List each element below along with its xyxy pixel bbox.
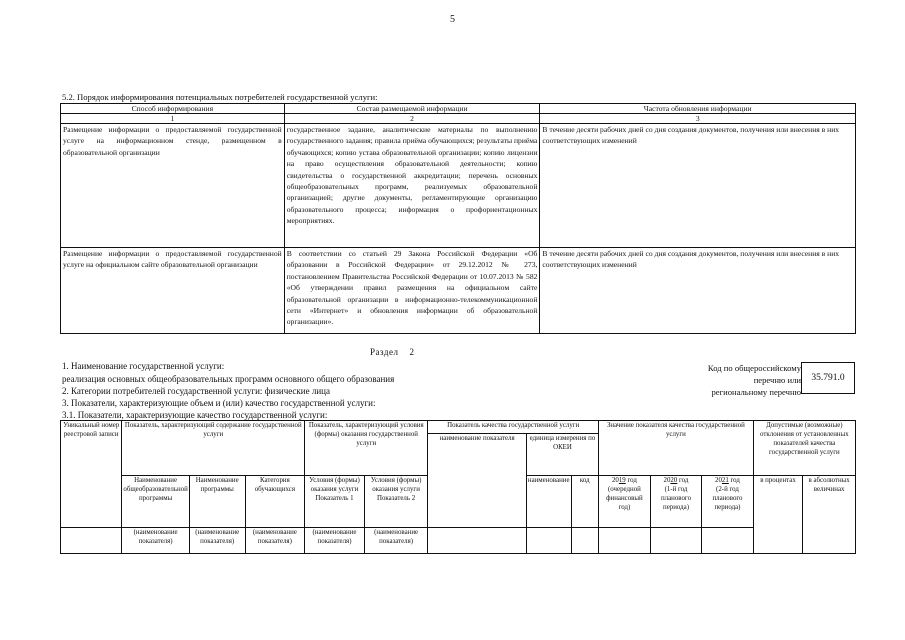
- sub-condition-2: Условия (формы) оказания услуги Показатель 2: [364, 476, 428, 528]
- header-percent: в процентах: [753, 476, 803, 554]
- indicator-name-placeholder: (наименование показателя): [364, 528, 428, 554]
- page-number: 5: [450, 14, 455, 25]
- header-frequency: Частота обновления информации: [540, 104, 856, 114]
- sub-unit-name: наименование: [526, 476, 571, 528]
- year-3-header: 2021 год (2-й год планового периода): [702, 476, 753, 528]
- header-unique-number: Уникальный номер реестровой записи: [61, 421, 122, 528]
- indicator-name-placeholder: (наименование показателя): [305, 528, 365, 554]
- section-5-2-title: 5.2. Порядок информирования потенциальных потребителей государственной услуги:: [62, 92, 378, 102]
- content-cell: государственное задание, аналитические материалы по выполнению государственного задания; правила приёма обучающихся; результаты приёма обучающихся; копию устава образовательной организации; копию лицензии на право осуществления образовательной деятельности; копию свидетельства о государственной аккредитации; перечень основных общеобразовательных программ, реализуемых образовательной организацией; другие документы, регламентирующие организацию образовательного процесса; информация о профориентационных мероприятиях.: [284, 124, 540, 248]
- empty-cell: [571, 528, 599, 554]
- indicator-name-placeholder: (наименование показателя): [245, 528, 305, 554]
- indicator-name-placeholder: (наименование показателя): [189, 528, 245, 554]
- header-conditions-indicator: Показатель, характеризующий условия (формы) оказания государственной услуги: [305, 421, 428, 476]
- header-content-indicator: Показатель, характеризующий содержание государственной услуги: [122, 421, 305, 476]
- consumer-category: 2. Категории потребителей государственной услуги: физические лица: [62, 386, 330, 396]
- sub-programs: Наименование программы: [189, 476, 245, 528]
- empty-cell: [526, 528, 571, 554]
- information-table-header: [61, 104, 856, 114]
- razdel-heading: [370, 347, 414, 357]
- razdel-label: Раздел: [370, 347, 399, 357]
- header-content: Состав размещаемой информации: [284, 104, 540, 114]
- empty-cell: [650, 528, 701, 554]
- table-row: [61, 248, 856, 334]
- quality-indicators-table: [60, 420, 856, 554]
- empty-cell: [599, 528, 651, 554]
- method-cell: Размещение информации о предоставляемой государственной услуге на информационном стенде, размещенном в образовательной организации: [61, 124, 285, 248]
- information-table: [60, 103, 856, 334]
- sub-unit-code: код: [571, 476, 599, 528]
- registry-code-label: Код по общероссийскому перечню или региональному перечню: [707, 363, 801, 397]
- table-row: [61, 124, 856, 248]
- year-1-header: 2019 год (очередной финансовый год): [599, 476, 651, 528]
- indicator-name-placeholder: (наименование показателя): [122, 528, 189, 554]
- header-indicator-name: наименование показателя: [428, 434, 527, 528]
- frequency-cell: В течение десяти рабочих дней со дня создания документов, получения или внесения в них соответствующих изменений: [540, 248, 856, 334]
- col-number: 3: [540, 114, 856, 124]
- razdel-number: 2: [409, 347, 415, 357]
- header-deviation: Допустимые (возможные) отклонения от установленных показателей качества государственной услуги: [753, 421, 855, 476]
- header-unit: единица измерения по ОКЕИ: [526, 434, 598, 476]
- frequency-cell: В течение десяти рабочих дней со дня создания документов, получения или внесения в них соответствующих изменений: [540, 124, 856, 248]
- service-name-value: реализация основных общеобразовательных программ основного общего образования: [62, 374, 395, 384]
- quality-indicators-title: 3.1. Показатели, характеризующие качество государственной услуги:: [62, 410, 328, 420]
- indicators-title: 3. Показатели, характеризующие объем и (или) качество государственной услуги:: [62, 398, 376, 408]
- header-method: Способ информирования: [61, 104, 285, 114]
- col-number: 1: [61, 114, 285, 124]
- sub-category: Категория обучающихся: [245, 476, 305, 528]
- method-cell: Размещение информации о предоставляемой государственной услуге на официальном сайте образовательной организации: [61, 248, 285, 334]
- service-name-label: 1. Наименование государственной услуги:: [62, 361, 225, 371]
- col-number: 2: [284, 114, 540, 124]
- year-2-header: 2020 год (1-й год планового периода): [650, 476, 701, 528]
- header-absolute: в абсолютных величинах: [803, 476, 856, 554]
- content-cell: В соответствии со статьей 29 Закона Российской Федерации «Об образовании в Российской Федерации» от 29.12.2012 № 273, постановлением Правительства Российской Федерации от 10.07.2013 № 582 «Об утверждении правил размещения на официальном сайте образовательной организации в информационно-телекоммуникационной сети «Интернет» и обновления информации об образовательной организации».: [284, 248, 540, 334]
- registry-code-box: 35.791.0: [801, 362, 855, 394]
- sub-condition-1: Условия (формы) оказания услуги Показатель 1: [305, 476, 365, 528]
- header-quality-value: Значение показателя качества государственной услуги: [599, 421, 754, 476]
- empty-cell: [61, 528, 122, 554]
- empty-cell: [702, 528, 753, 554]
- information-table-numbers: [61, 114, 856, 124]
- header-quality-indicator: Показатель качества государственной услуги: [428, 421, 599, 434]
- sub-program-name: Наименование общеобразовательной программы: [122, 476, 189, 528]
- empty-cell: [428, 528, 527, 554]
